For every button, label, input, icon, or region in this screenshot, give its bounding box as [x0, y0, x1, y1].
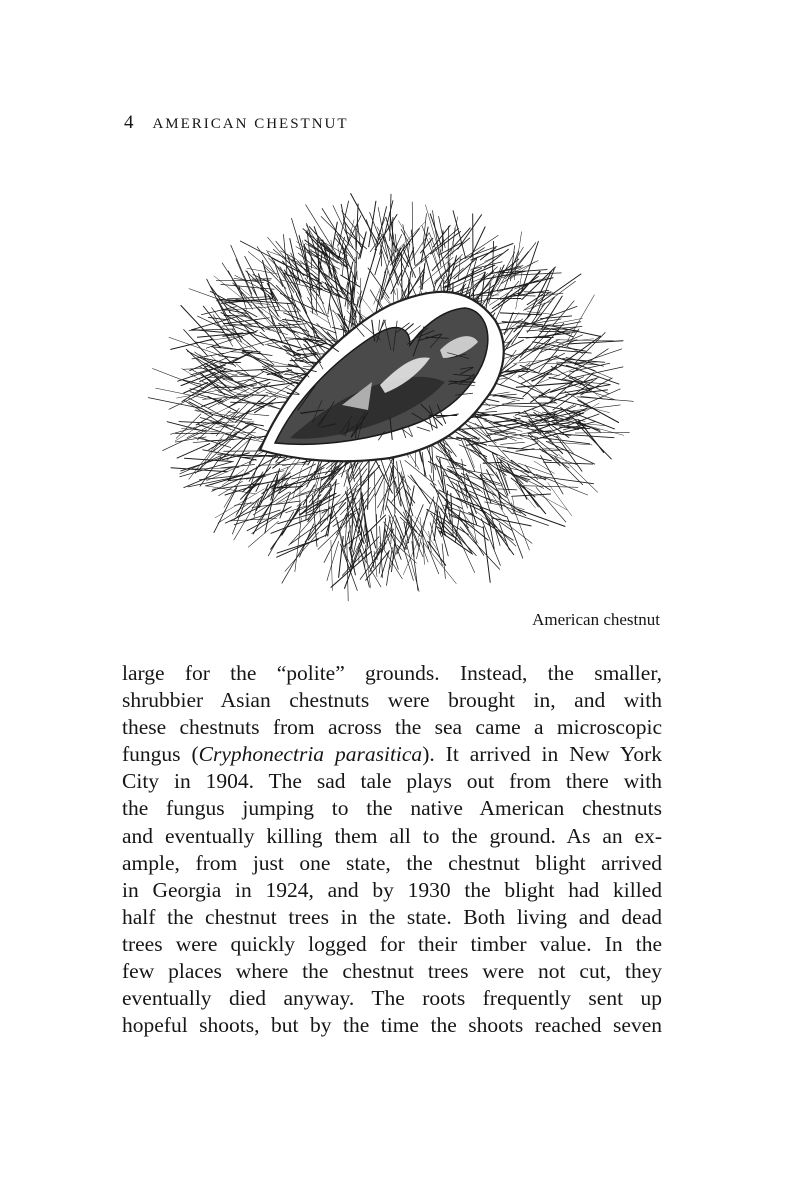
body-text [122, 660, 662, 1039]
text-line: shrubbier Asian chestnuts were brought in, and with [122, 688, 662, 713]
text-line: trees were quickly logged for their timber value. In the [122, 931, 662, 956]
text-line: these chestnuts from across the sea came a microscopic [122, 715, 662, 740]
chestnut-burr-drawing [110, 160, 680, 640]
text-line: the fungus jumping to the native American chestnuts [122, 796, 662, 821]
text-line: hopeful shoots, but by the time the shoots reached seven [122, 1013, 662, 1038]
running-title: AMERICAN CHESTNUT [152, 116, 349, 132]
page-number: 4 [124, 112, 134, 133]
text-line: few places where the chestnut trees were not cut, they [122, 959, 662, 984]
text-segment: ). It arrived in New York [422, 742, 662, 767]
text-line: City in 1904. The sad tale plays out from there with [122, 769, 662, 794]
text-line: in Georgia in 1924, and by 1930 the blight had killed [122, 877, 662, 902]
text-line: half the chestnut trees in the state. Both living and dead [122, 904, 662, 929]
text-line: ample, from just one state, the chestnut blight arrived [122, 850, 662, 875]
figure-caption: American chestnut [532, 610, 660, 629]
text-line: eventually died anyway. The roots frequently sent up [122, 986, 662, 1011]
chestnut-burr-illustration [110, 160, 680, 640]
text-line [122, 741, 662, 768]
species-name: Cryphonectria parasitica [198, 742, 423, 767]
text-line: and eventually killing them all to the ground. As an ex- [122, 823, 662, 848]
running-head [124, 113, 349, 134]
text-segment: fungus ( [122, 742, 199, 767]
text-line: large for the “polite” grounds. Instead, the smaller, [122, 661, 662, 685]
